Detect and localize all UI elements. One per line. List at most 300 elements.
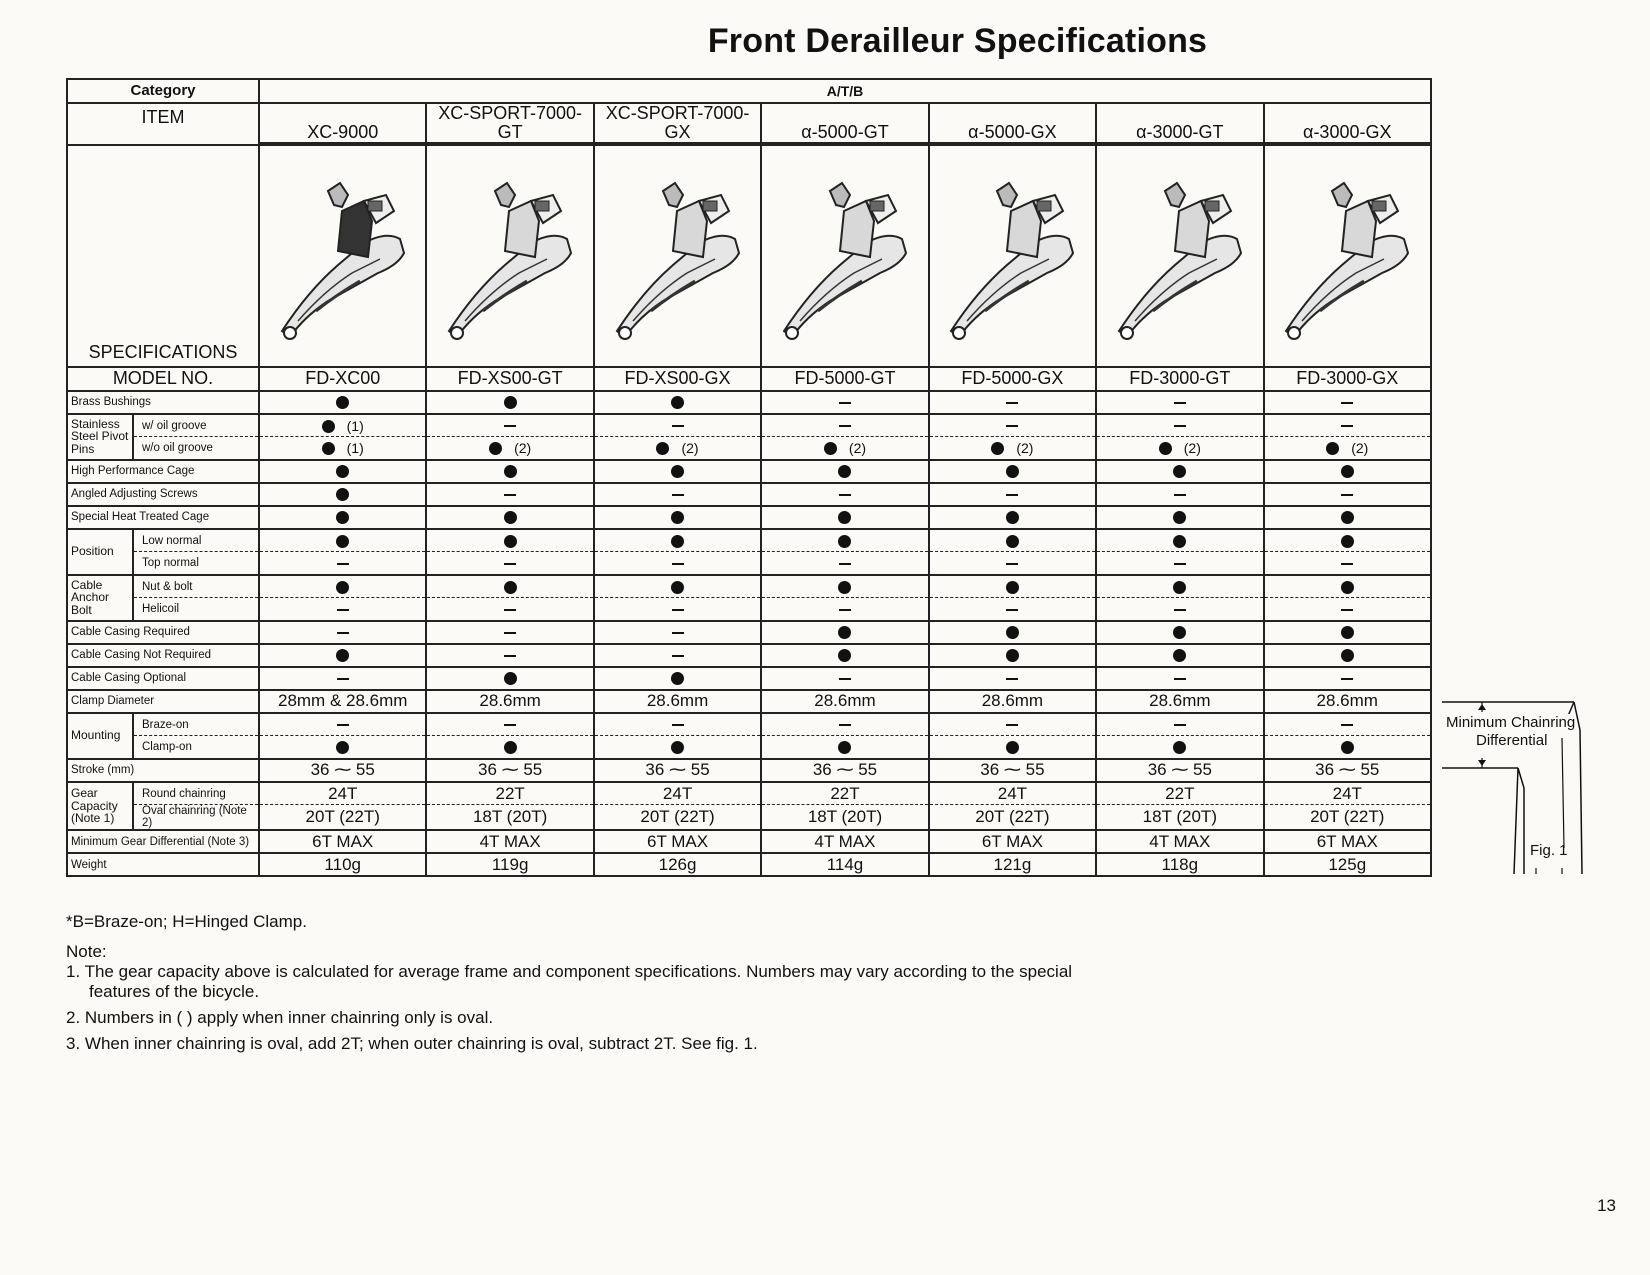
cell-value: 4T MAX <box>479 831 541 851</box>
row-cell <box>259 736 426 759</box>
row-cell <box>594 736 761 759</box>
cell-value: 24T <box>328 783 358 803</box>
sub-label: Braze-on <box>133 713 259 736</box>
angled-adjusting-screws-row <box>67 483 1431 506</box>
cell-value: 28mm & 28.6mm <box>277 691 408 711</box>
row-cell <box>259 483 426 506</box>
feature-dot <box>336 741 349 754</box>
not-available-dash <box>672 724 684 726</box>
cable-casing-not-required-row <box>67 644 1431 667</box>
not-available-dash <box>1341 402 1353 404</box>
row-cell <box>259 552 426 575</box>
derailleur-image <box>929 145 1096 367</box>
not-available-dash <box>839 609 851 611</box>
row-cell <box>929 690 1096 713</box>
cell-value: 28.6mm <box>1316 691 1378 711</box>
feature-dot <box>1341 626 1354 639</box>
feature-dot <box>1341 741 1354 754</box>
row-cell <box>426 391 593 414</box>
sub-label: Helicoil <box>133 598 259 621</box>
row-cell <box>1264 644 1431 667</box>
model-number: FD-5000-GX <box>929 367 1096 391</box>
not-available-dash <box>839 402 851 404</box>
note-ref: (2) <box>1351 440 1369 457</box>
not-available-dash <box>504 724 516 726</box>
row-cell <box>1096 644 1263 667</box>
row-cell <box>259 621 426 644</box>
spec-table <box>66 78 1432 877</box>
gear-capacity-row-a <box>67 782 1431 805</box>
row-cell <box>594 598 761 621</box>
row-cell <box>594 713 761 736</box>
row-cell <box>1264 621 1431 644</box>
not-available-dash <box>337 678 349 680</box>
page-number: 13 <box>1597 1196 1616 1215</box>
row-cell <box>1264 690 1431 713</box>
cable-anchor-row-a <box>67 575 1431 598</box>
not-available-dash <box>1006 494 1018 496</box>
row-cell <box>1096 853 1263 876</box>
row-cell <box>594 575 761 598</box>
note-ref: (2) <box>848 440 867 457</box>
not-available-dash <box>1341 425 1353 427</box>
row-cell <box>594 621 761 644</box>
cell-value: 6T MAX <box>312 831 374 851</box>
atb-header: A/T/B <box>259 79 1431 103</box>
row-cell <box>929 483 1096 506</box>
row-label: Cable Casing Optional <box>67 667 259 690</box>
row-cell <box>929 830 1096 853</box>
not-available-dash <box>1174 563 1186 565</box>
row-cell <box>929 713 1096 736</box>
figure-caption: Fig. 1 <box>1530 842 1568 859</box>
derailleur-drawing <box>435 161 585 351</box>
not-available-dash <box>839 425 851 427</box>
row-cell <box>1264 552 1431 575</box>
not-available-dash <box>1006 425 1018 427</box>
feature-dot <box>1341 465 1354 478</box>
not-available-dash <box>504 494 516 496</box>
group-label: Stainless Steel Pivot Pins <box>67 414 133 460</box>
group-label: Mounting <box>67 713 133 759</box>
not-available-dash <box>504 425 516 427</box>
cell-value: 22T <box>830 783 860 803</box>
row-cell <box>259 782 426 805</box>
row-cell <box>426 598 593 621</box>
feature-dot <box>838 465 851 478</box>
cell-value: 28.6mm <box>646 691 709 711</box>
not-available-dash <box>337 632 349 634</box>
not-available-dash <box>839 563 851 565</box>
row-cell <box>761 506 928 529</box>
not-available-dash <box>672 609 684 611</box>
derailleur-image <box>761 145 928 367</box>
feature-dot <box>504 581 517 594</box>
feature-dot <box>1006 511 1019 524</box>
cell-value: 6T MAX <box>647 831 709 851</box>
cell-value: 28.6mm <box>479 691 541 711</box>
feature-dot <box>1006 581 1019 594</box>
cell-value: 20T (22T) <box>640 807 715 827</box>
feature-dot <box>1173 581 1186 594</box>
not-available-dash <box>1006 402 1018 404</box>
row-cell <box>1096 483 1263 506</box>
derailleur-image <box>426 145 593 367</box>
row-cell <box>1264 391 1431 414</box>
row-label: Cable Casing Required <box>67 621 259 644</box>
row-cell <box>426 552 593 575</box>
row-cell <box>426 736 593 759</box>
feature-dot <box>336 581 349 594</box>
not-available-dash <box>1174 609 1186 611</box>
row-cell <box>1096 598 1263 621</box>
feature-dot <box>504 396 517 409</box>
derailleur-drawing <box>937 161 1087 351</box>
cell-value: 110g <box>324 854 361 874</box>
pivot-pins-row-a <box>67 414 1431 437</box>
feature-dot <box>671 581 684 594</box>
row-cell <box>761 805 928 831</box>
cable-casing-required-row <box>67 621 1431 644</box>
row-label: Cable Casing Not Required <box>67 644 259 667</box>
figure-label-2: Differential <box>1476 732 1548 749</box>
feature-dot <box>336 649 349 662</box>
row-cell <box>761 853 928 876</box>
model-number: FD-3000-GX <box>1264 367 1431 391</box>
row-cell <box>1096 759 1263 782</box>
cable-anchor-row-b <box>67 598 1431 621</box>
row-cell <box>1264 598 1431 621</box>
cell-value: 18T (20T) <box>1142 807 1217 827</box>
cell-value: 22T <box>495 783 525 803</box>
feature-dot <box>1341 535 1354 548</box>
feature-dot <box>1006 535 1019 548</box>
not-available-dash <box>839 494 851 496</box>
feature-dot <box>671 465 684 478</box>
not-available-dash <box>672 655 684 657</box>
model-label: MODEL NO. <box>67 367 259 391</box>
row-cell <box>594 483 761 506</box>
notes-heading: Note: <box>66 942 107 962</box>
cell-value: 125g <box>1328 854 1367 874</box>
row-cell <box>929 782 1096 805</box>
row-cell <box>594 437 761 460</box>
item-name: α-5000-GX <box>929 103 1096 143</box>
row-cell <box>1096 667 1263 690</box>
row-cell <box>426 414 593 437</box>
row-cell <box>929 644 1096 667</box>
cell-value: 24T <box>662 783 693 803</box>
row-cell <box>594 506 761 529</box>
row-cell <box>1096 529 1263 552</box>
cell-value: 119g <box>491 854 529 874</box>
derailleur-image <box>1264 145 1431 367</box>
row-cell <box>1264 782 1431 805</box>
item-name: XC-SPORT-7000-GT <box>426 103 593 143</box>
row-cell <box>259 759 426 782</box>
row-cell <box>594 644 761 667</box>
row-cell <box>259 805 426 831</box>
gear-capacity-row-b <box>67 805 1431 831</box>
sub-label: Oval chainring (Note 2) <box>133 805 259 831</box>
feature-dot <box>1341 649 1354 662</box>
row-cell <box>1096 437 1263 460</box>
row-cell <box>426 575 593 598</box>
sub-label: Round chainring <box>133 782 259 805</box>
row-cell <box>761 759 928 782</box>
feature-dot <box>671 511 684 524</box>
derailleur-drawing <box>268 161 418 351</box>
row-label: High Performance Cage <box>67 460 259 483</box>
feature-dot <box>336 488 349 501</box>
not-available-dash <box>1341 563 1353 565</box>
stroke-row <box>67 759 1431 782</box>
feature-dot <box>336 511 349 524</box>
feature-dot <box>1326 442 1339 455</box>
cell-value: 20T (22T) <box>1310 807 1385 827</box>
cell-value: 36 ⁓ 55 <box>1315 760 1380 780</box>
not-available-dash <box>1006 724 1018 726</box>
row-cell <box>761 736 928 759</box>
row-cell <box>761 529 928 552</box>
feature-dot <box>1173 626 1186 639</box>
cell-value: 4T MAX <box>1149 831 1211 851</box>
row-cell <box>1264 805 1431 831</box>
not-available-dash <box>1341 724 1353 726</box>
footnote: *B=Braze-on; H=Hinged Clamp. <box>66 912 307 931</box>
cell-value: 126g <box>658 854 697 874</box>
row-cell <box>259 713 426 736</box>
row-label: Stroke (mm) <box>67 759 259 782</box>
not-available-dash <box>1006 609 1018 611</box>
row-cell <box>761 460 928 483</box>
model-number: FD-XS00-GT <box>426 367 593 391</box>
row-cell <box>929 414 1096 437</box>
row-label: Weight <box>67 853 259 876</box>
cell-value: 28.6mm <box>981 691 1044 711</box>
row-cell <box>594 414 761 437</box>
model-row <box>67 367 1431 391</box>
cell-value: 36 ⁓ 55 <box>478 760 543 780</box>
specifications-label: SPECIFICATIONS <box>67 145 259 367</box>
row-cell <box>761 644 928 667</box>
feature-dot <box>838 535 851 548</box>
feature-dot <box>838 626 851 639</box>
row-cell <box>594 853 761 876</box>
row-cell <box>426 713 593 736</box>
group-label: Gear Capacity (Note 1) <box>67 782 133 831</box>
cell-value: 24T <box>1332 783 1362 803</box>
row-label: Clamp Diameter <box>67 690 259 713</box>
item-label: ITEM <box>67 103 259 145</box>
row-cell <box>761 575 928 598</box>
cell-value: 36 ⁓ 55 <box>645 760 710 780</box>
row-cell <box>1096 391 1263 414</box>
row-label: Brass Bushings <box>67 391 259 414</box>
feature-dot <box>336 535 349 548</box>
sub-label: Nut & bolt <box>133 575 259 598</box>
not-available-dash <box>1174 724 1186 726</box>
feature-dot <box>838 741 851 754</box>
row-cell <box>1264 529 1431 552</box>
clamp-diameter-row <box>67 690 1431 713</box>
row-cell <box>929 736 1096 759</box>
row-cell <box>761 782 928 805</box>
sub-label: Top normal <box>133 552 259 575</box>
feature-dot <box>671 741 684 754</box>
feature-dot <box>1173 535 1186 548</box>
row-cell <box>1264 414 1431 437</box>
row-cell <box>761 713 928 736</box>
note-ref: (1) <box>346 417 364 434</box>
notes <box>66 912 1166 1054</box>
row-cell <box>1264 460 1431 483</box>
feature-dot <box>504 535 517 548</box>
feature-dot <box>1006 626 1019 639</box>
not-available-dash <box>337 724 349 726</box>
feature-dot <box>1173 511 1186 524</box>
row-cell <box>259 853 426 876</box>
figure-label-1: Minimum Chainring <box>1446 714 1576 731</box>
row-cell <box>761 667 928 690</box>
cell-value: 114g <box>826 854 864 874</box>
row-cell <box>426 529 593 552</box>
row-cell <box>426 460 593 483</box>
not-available-dash <box>672 632 684 634</box>
not-available-dash <box>1174 402 1186 404</box>
not-available-dash <box>1174 494 1186 496</box>
feature-dot <box>1006 649 1019 662</box>
not-available-dash <box>672 563 684 565</box>
feature-dot <box>504 741 517 754</box>
item-name: α-3000-GX <box>1264 103 1431 143</box>
row-cell <box>259 391 426 414</box>
feature-dot <box>336 465 349 478</box>
row-label: Angled Adjusting Screws <box>67 483 259 506</box>
sub-label: Clamp-on <box>133 736 259 759</box>
cell-value: 28.6mm <box>814 691 876 711</box>
cell-value: 24T <box>997 783 1028 803</box>
cell-value: 36 ⁓ 55 <box>1147 760 1212 780</box>
note-2: 2. Numbers in ( ) apply when inner chainring only is oval. <box>66 1008 494 1028</box>
row-cell <box>594 805 761 831</box>
note-1-cont: features of the bicycle. <box>89 982 260 1002</box>
weight-row <box>67 853 1431 876</box>
derailleur-drawing <box>1105 161 1255 351</box>
mounting-row-a <box>67 713 1431 736</box>
row-cell <box>259 598 426 621</box>
cell-value: 20T (22T) <box>975 807 1050 827</box>
picture-row <box>67 145 1431 367</box>
feature-dot <box>1159 442 1172 455</box>
derailleur-image <box>259 145 426 367</box>
note-ref: (1) <box>346 440 364 457</box>
row-cell <box>761 552 928 575</box>
row-cell <box>426 506 593 529</box>
row-cell <box>426 805 593 831</box>
model-number: FD-XS00-GX <box>594 367 761 391</box>
row-cell <box>929 759 1096 782</box>
cell-value: 20T (22T) <box>305 807 380 827</box>
not-available-dash <box>504 632 516 634</box>
mounting-row-b <box>67 736 1431 759</box>
row-cell <box>594 391 761 414</box>
feature-dot <box>838 649 851 662</box>
row-cell <box>594 460 761 483</box>
row-cell <box>426 621 593 644</box>
not-available-dash <box>839 678 851 680</box>
page-title-text: Front Derailleur Specifications <box>707 22 1208 60</box>
row-cell <box>929 506 1096 529</box>
model-number: FD-5000-GT <box>761 367 928 391</box>
row-cell <box>761 621 928 644</box>
not-available-dash <box>1006 563 1018 565</box>
feature-dot <box>656 442 669 455</box>
row-cell <box>1264 830 1431 853</box>
row-cell <box>426 830 593 853</box>
row-cell <box>594 529 761 552</box>
note-ref: (2) <box>681 440 699 457</box>
row-cell <box>259 460 426 483</box>
row-cell <box>259 575 426 598</box>
feature-dot <box>1341 581 1354 594</box>
feature-dot <box>322 420 335 433</box>
derailleur-drawing <box>1272 161 1422 351</box>
spec-body <box>67 391 1431 877</box>
feature-dot <box>489 442 502 455</box>
row-cell <box>1096 736 1263 759</box>
model-number: FD-3000-GT <box>1096 367 1263 391</box>
not-available-dash <box>672 425 684 427</box>
item-name: α-5000-GT <box>761 103 928 143</box>
row-cell <box>1096 506 1263 529</box>
row-cell <box>259 437 426 460</box>
row-cell <box>594 667 761 690</box>
row-cell <box>929 598 1096 621</box>
note-ref: (2) <box>1016 440 1034 457</box>
cell-value: 22T <box>1165 783 1195 803</box>
cell-value: 6T MAX <box>981 831 1043 851</box>
row-cell <box>1264 506 1431 529</box>
item-name: α-3000-GT <box>1096 103 1263 143</box>
row-cell <box>259 506 426 529</box>
row-cell <box>1264 483 1431 506</box>
cell-value: 4T MAX <box>814 831 876 851</box>
row-cell <box>1096 414 1263 437</box>
not-available-dash <box>672 494 684 496</box>
note-3: 3. When inner chainring is oval, add 2T; when outer chainring is oval, subtract 2T. See fig. 1. <box>66 1034 758 1054</box>
cell-value: 121g <box>993 854 1032 874</box>
not-available-dash <box>1174 425 1186 427</box>
cell-value: 18T (20T) <box>807 807 883 827</box>
note-1: 1. The gear capacity above is calculated for average frame and component specifications. Numbers may vary according to the special <box>66 962 1073 982</box>
page-title <box>0 22 1650 61</box>
high-performance-cage-row <box>67 460 1431 483</box>
not-available-dash <box>1341 494 1353 496</box>
heat-treated-cage-row <box>67 506 1431 529</box>
pivot-pins-row-b <box>67 437 1431 460</box>
derailleur-image <box>594 145 761 367</box>
row-cell <box>1096 552 1263 575</box>
row-cell <box>1264 437 1431 460</box>
row-cell <box>761 437 928 460</box>
row-cell <box>1264 667 1431 690</box>
row-cell <box>1096 690 1263 713</box>
feature-dot <box>1173 649 1186 662</box>
row-cell <box>929 621 1096 644</box>
row-cell <box>426 667 593 690</box>
row-cell <box>426 644 593 667</box>
